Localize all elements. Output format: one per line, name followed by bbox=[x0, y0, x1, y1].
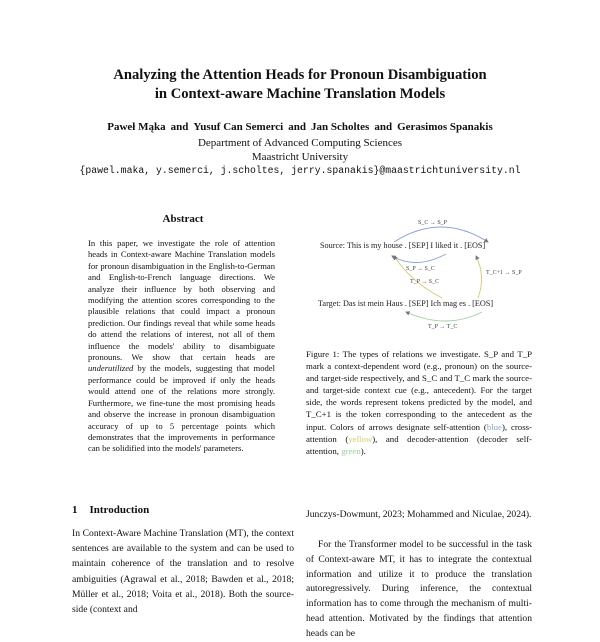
caption-color-green: green bbox=[341, 445, 361, 456]
target-sentence: Target: Das ist mein Haus . [SEP] Ich mag es . [EOS] bbox=[318, 299, 494, 308]
author-list bbox=[0, 120, 600, 134]
affiliation-university: Maastricht University bbox=[251, 151, 349, 163]
title-line-2: in Context-aware Machine Translation Models bbox=[154, 86, 446, 102]
section-number: 1 bbox=[72, 504, 78, 516]
author-separator: and bbox=[374, 121, 393, 133]
caption-mid-1: ), cross-attention ( bbox=[306, 421, 532, 444]
arc-sc-sp bbox=[394, 227, 488, 242]
author-name: Yusuf Can Semerci bbox=[193, 121, 284, 133]
abstract-heading: Abstract bbox=[162, 213, 204, 225]
author-name: Paweł Mąka bbox=[107, 121, 166, 133]
caption-end: ). bbox=[360, 445, 366, 456]
right-column-paragraph: For the Transformer model to be successful in the task of Context-aware MT, it has to integrate the contextual information and utilize it to produce the translation autoregressively. During inference, the contextual information has to come through the mechanism of multi-head attention. Motivated by the findings that attention heads can be bbox=[306, 539, 532, 639]
relations-figure bbox=[306, 212, 536, 332]
arc-tc1-sp bbox=[476, 256, 482, 298]
label-sc-sp: S_C → S_P bbox=[418, 220, 448, 226]
arc-tp-tc bbox=[406, 312, 482, 321]
label-tp-sc: T_P → S_C bbox=[410, 279, 440, 285]
caption-text: The types of relations we investigate. S_P and T_P mark a context-dependent word (e.g., pronoun) on the source- and target-side respectively, and S_C and T_C mark the source- and target-side context cue (e.g., antecedent). For the target side, the words represent tokens predicted by the model, and T_C+1 is the token corresponding to the antecedent as the input. Colors of arrows designate self-attention ( bbox=[306, 349, 532, 432]
author-separator: and bbox=[170, 121, 189, 133]
source-sentence: Source: This is my house . [SEP] I liked it . [EOS] bbox=[320, 241, 486, 250]
author-emails: {pawel.maka, y.semerci, j.scholtes, jerry.spanakis}@maastrichtuniversity.nl bbox=[79, 165, 521, 176]
abstract-emphasis: underutilized bbox=[88, 363, 134, 374]
paper-title bbox=[0, 66, 600, 104]
introduction-body: In Context-Aware Machine Translation (MT), the context sentences are available to the system and can be used to maintain coherence of the translation and to resolve ambiguities (Agrawal et al., 2018; Bawden et al., 2018; Müller et al., 2018; Voita et al., 2018). Both the source-side (context and bbox=[72, 528, 294, 616]
caption-label: Figure 1: bbox=[306, 349, 340, 359]
title-line-1: Analyzing the Attention Heads for Pronoun Disambiguation bbox=[113, 67, 487, 83]
author-name: Jan Scholtes bbox=[310, 121, 370, 133]
label-sp-sc: S_P → S_C bbox=[406, 266, 435, 272]
caption-mid-2: ), and decoder-attention (decoder self-attention, bbox=[306, 433, 532, 456]
caption-color-blue: blue bbox=[486, 421, 502, 432]
section-heading bbox=[72, 504, 149, 516]
right-column-continuation: Junczys-Dowmunt, 2023; Mohammed and Niculae, 2024). bbox=[306, 509, 532, 520]
abstract-part-2: by the models, suggesting that model performance could be improved if only the heads would attend one of the relations more strongly. Furthermore, we fine-tune the most promising heads and observe the increase in pronoun disambiguation accuracy of up to 5 percentage points which demonstrates that the improvements in performance can be solidified into the models' parameters. bbox=[88, 363, 275, 454]
abstract-body bbox=[88, 238, 275, 455]
affiliation-department: Department of Advanced Computing Sciences bbox=[197, 137, 403, 149]
author-separator: and bbox=[288, 121, 306, 133]
section-title: Introduction bbox=[89, 504, 150, 516]
caption-color-yellow: yellow bbox=[348, 433, 373, 444]
author-name: Gerasimos Spanakis bbox=[397, 121, 493, 133]
label-tp-tc: T_P → T_C bbox=[428, 324, 458, 330]
label-tc1-sp: T_C+1 → S_P bbox=[486, 270, 522, 276]
arc-sp-sc bbox=[392, 254, 446, 263]
abstract-part-1: In this paper, we investigate the role of attention heads in Context-aware Machine Translation models for pronoun disambiguation in the English-to-German and English-to-French language directions. We analyze their influence by both observing and modifying the attention scores corresponding to the plausible relations that could impact a pronoun prediction. Our findings reveal that while some heads do attend the relations of interest, not all of them influence the models' ability to disambiguate pronouns. We show that certain heads are bbox=[88, 238, 275, 363]
figure-caption bbox=[306, 348, 532, 457]
